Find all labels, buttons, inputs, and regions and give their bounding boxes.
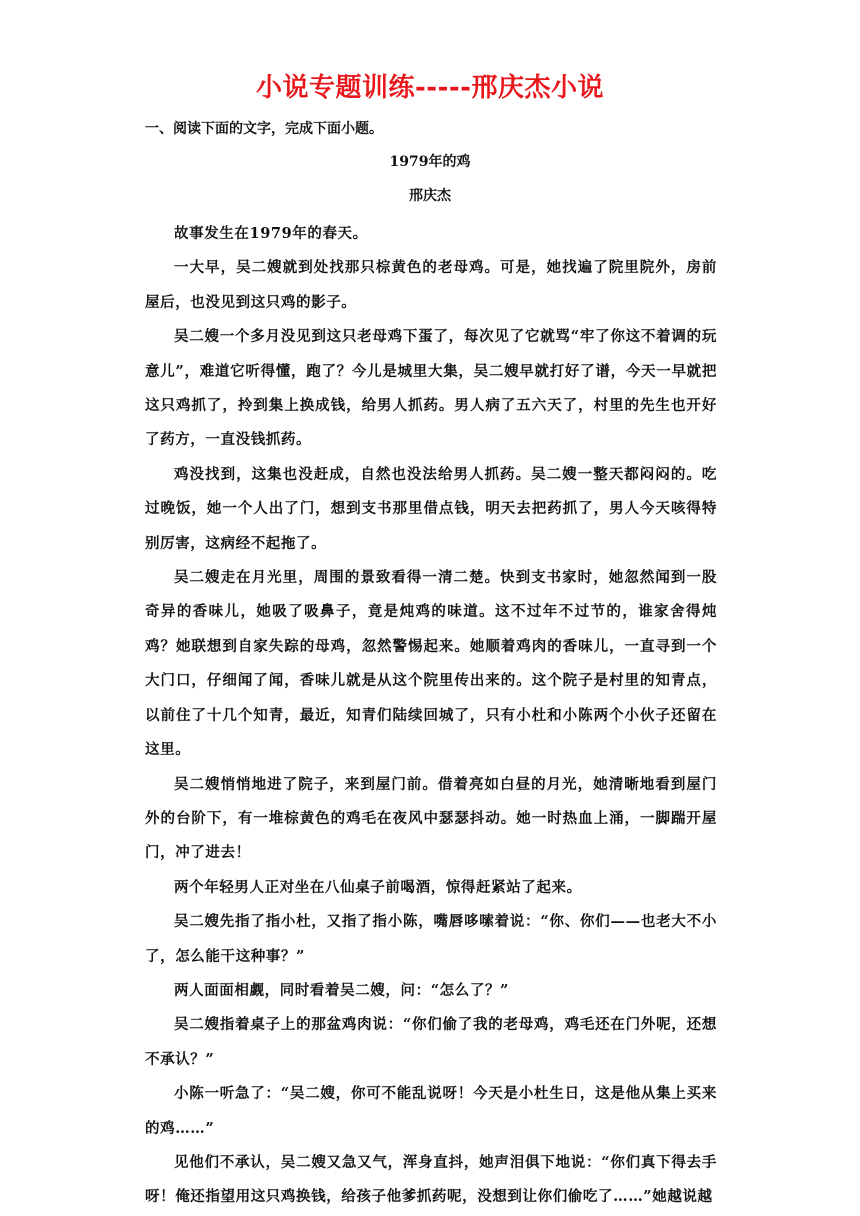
paragraph: 吴二嫂走在月光里，周围的景致看得一清二楚。快到支书家时，她忽然闻到一股奇异的香味儿，她吸了吸鼻子，竟是炖鸡的味道。这不过年不过节的，谁家舍得炖鸡？她联想到自家失踪的母鸡，忽然警惕起来。她顺着鸡肉的香味儿，一直寻到一个大门口，仔细闻了闻，香味儿就是从这个院里传出来的。这个院子是村里的知青点，以前住了十几个知青，最近，知青们陆续回城了，只有小杜和小陈两个小伙子还留在这里。	[145, 569, 717, 759]
paragraph: 两个年轻男人正对坐在八仙桌子前喝酒，惊得赶紧站了起来。	[174, 878, 582, 896]
story-title: 1979年的鸡	[389, 154, 471, 170]
paragraph: 故事发生在1979年的春天。	[174, 225, 368, 242]
document-title: 小说专题训练-----邢庆杰小说	[256, 73, 604, 103]
paragraph: 鸡没找到，这集也没赶成，自然也没法给男人抓药。吴二嫂一整天都闷闷的。吃过晚饭，她一个人出了门，想到支书那里借点钱，明天去把药抓了，男人今天咳得特别厉害，这病经不起拖了。	[145, 465, 717, 552]
section-heading: 一、阅读下面的文字，完成下面小题。	[145, 121, 383, 137]
paragraph: 一大早，吴二嫂就到处找那只棕黄色的老母鸡。可是，她找遍了院里院外，房前屋后，也没见到这只鸡的影子。	[145, 259, 717, 311]
paragraph: 见他们不承认，吴二嫂又急又气，浑身直抖，她声泪俱下地说：“你们真下得去手呀！俺还指望用这只鸡换钱，给孩子他爹抓药呢，没想到让你们偷吃了……”她越说越	[145, 1153, 717, 1206]
paragraph: 小陈一听急了：“吴二嫂，你可不能乱说呀！今天是小杜生日，这是他从集上买来的鸡……”	[145, 1085, 717, 1137]
paragraph: 吴二嫂先指了指小杜，又指了指小陈，嘴唇哆嗦着说：“你、你们——也老大不小了，怎么能干这种事？”	[145, 913, 717, 965]
story-author: 邢庆杰	[409, 188, 451, 204]
story-body	[145, 217, 717, 1215]
paragraph: 两人面面相觑，同时看着吴二嫂，问：“怎么了？”	[174, 981, 509, 999]
paragraph: 吴二嫂一个多月没见到这只老母鸡下蛋了，每次见了它就骂“牢了你这不着调的玩意儿”，难道它听得懂，跑了？今儿是城里大集，吴二嫂早就打好了谱，今天一早就把这只鸡抓了，拎到集上换成钱，给男人抓药。男人病了五六天了，村里的先生也开好了药方，一直没钱抓药。	[145, 328, 717, 449]
paragraph: 吴二嫂悄悄地进了院子，来到屋门前。借着亮如白昼的月光，她清晰地看到屋门外的台阶下，有一堆棕黄色的鸡毛在夜风中瑟瑟抖动。她一时热血上涌，一脚踹开屋门，冲了进去！	[145, 775, 717, 862]
paragraph: 吴二嫂指着桌子上的那盆鸡肉说：“你们偷了我的老母鸡，鸡毛还在门外呢，还想不承认？”	[145, 1016, 717, 1068]
